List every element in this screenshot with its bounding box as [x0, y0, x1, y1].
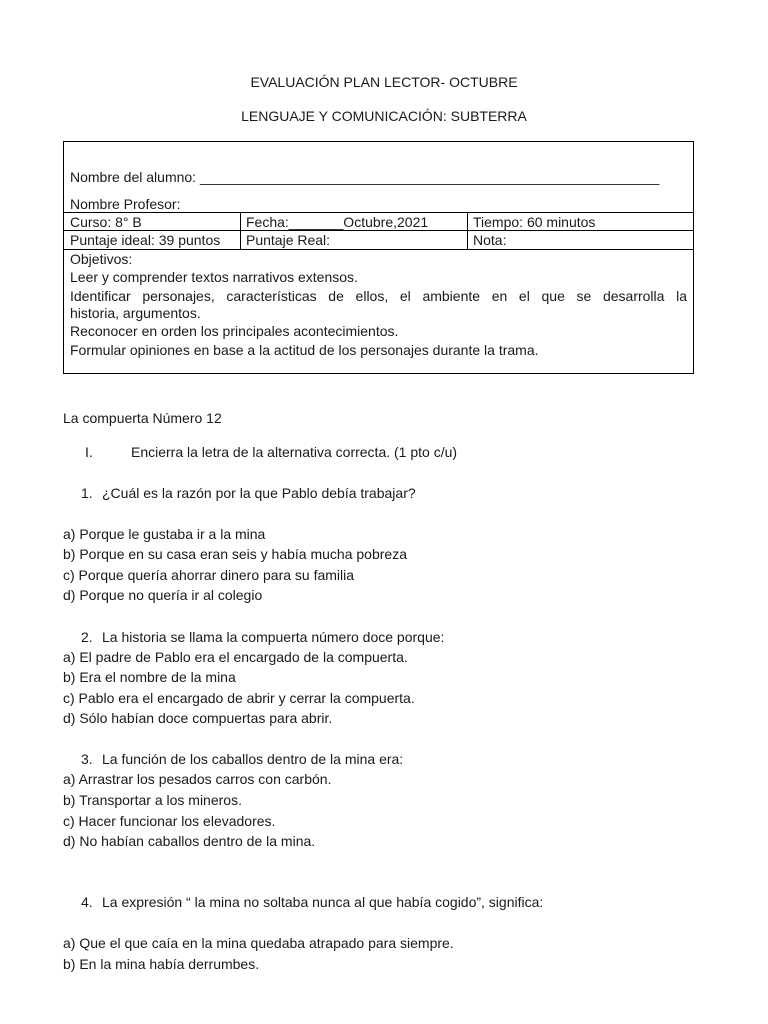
objective-item: Reconocer en orden los principales acontecimientos.	[70, 323, 399, 339]
answer-option[interactable]: c) Porque quería ahorrar dinero para su familia	[63, 567, 355, 583]
answer-option[interactable]: b) En la mina había derrumbes.	[63, 956, 260, 972]
answer-option[interactable]: a) Que el que caía en la mina quedaba atrapado para siempre.	[63, 935, 454, 951]
divider	[64, 212, 693, 213]
answer-option[interactable]: d) Sólo habían doce compuertas para abrir.	[63, 710, 333, 726]
question-text: La historia se llama la compuerta número doce porque:	[102, 629, 445, 645]
section-numeral: I.	[85, 444, 93, 460]
question-text: ¿Cuál es la razón por la que Pablo debía trabajar?	[102, 485, 416, 501]
teacher-name-field[interactable]: Nombre Profesor:	[70, 196, 181, 212]
time-cell: Tiempo: 60 minutos	[473, 214, 596, 230]
real-score-cell[interactable]: Puntaje Real:	[246, 232, 331, 248]
answer-option[interactable]: b) Transportar a los mineros.	[63, 792, 242, 808]
answer-option[interactable]: d) No habían caballos dentro de la mina.	[63, 833, 316, 849]
divider	[64, 230, 693, 231]
course-cell: Curso: 8° B	[70, 214, 142, 230]
document-title: EVALUACIÓN PLAN LECTOR- OCTUBRE	[250, 74, 518, 90]
divider	[467, 212, 468, 249]
answer-option[interactable]: c) Pablo era el encargado de abrir y cerrar la compuerta.	[63, 690, 415, 706]
answer-option[interactable]: a) El padre de Pablo era el encargado de la compuerta.	[63, 649, 408, 665]
objective-item: Formular opiniones en base a la actitud de los personajes durante la trama.	[70, 342, 539, 358]
objective-item: Leer y comprender textos narrativos extensos.	[70, 269, 358, 285]
answer-option[interactable]: c) Hacer funcionar los elevadores.	[63, 813, 276, 829]
grade-cell[interactable]: Nota:	[473, 232, 507, 248]
answer-option[interactable]: b) Porque en su casa eran seis y había mucha pobreza	[63, 546, 407, 562]
objectives-label: Objetivos:	[70, 251, 133, 267]
question-number: 4.	[81, 894, 93, 910]
divider	[64, 249, 693, 250]
story-title: La compuerta Número 12	[63, 410, 222, 426]
question-number: 2.	[81, 629, 93, 645]
answer-option[interactable]: b) Era el nombre de la mina	[63, 669, 236, 685]
objective-item: historia, argumentos.	[70, 305, 201, 321]
divider	[240, 212, 241, 249]
document-subtitle: LENGUAJE Y COMUNICACIÓN: SUBTERRA	[241, 108, 527, 124]
student-info-box	[63, 141, 694, 374]
question-text: La función de los caballos dentro de la mina era:	[102, 751, 404, 767]
answer-option[interactable]: a) Porque le gustaba ir a la mina	[63, 526, 266, 542]
answer-option[interactable]: d) Porque no quería ir al colegio	[63, 587, 263, 603]
date-cell[interactable]: Fecha:_______Octubre,2021	[246, 214, 429, 230]
student-name-field[interactable]: Nombre del alumno: ___________________________________________________________	[70, 169, 660, 185]
section-instruction: Encierra la letra de la alternativa correcta. (1 pto c/u)	[131, 444, 458, 460]
question-number: 3.	[81, 751, 93, 767]
question-text: La expresión “ la mina no soltaba nunca al que había cogido”, significa:	[102, 894, 544, 910]
ideal-score-cell: Puntaje ideal: 39 puntos	[70, 232, 221, 248]
question-number: 1.	[81, 485, 93, 501]
objective-item: Identificar personajes, características de ellos, el ambiente en el que se desarrolla la	[70, 288, 687, 304]
answer-option[interactable]: a) Arrastrar los pesados carros con carbón.	[63, 771, 332, 787]
